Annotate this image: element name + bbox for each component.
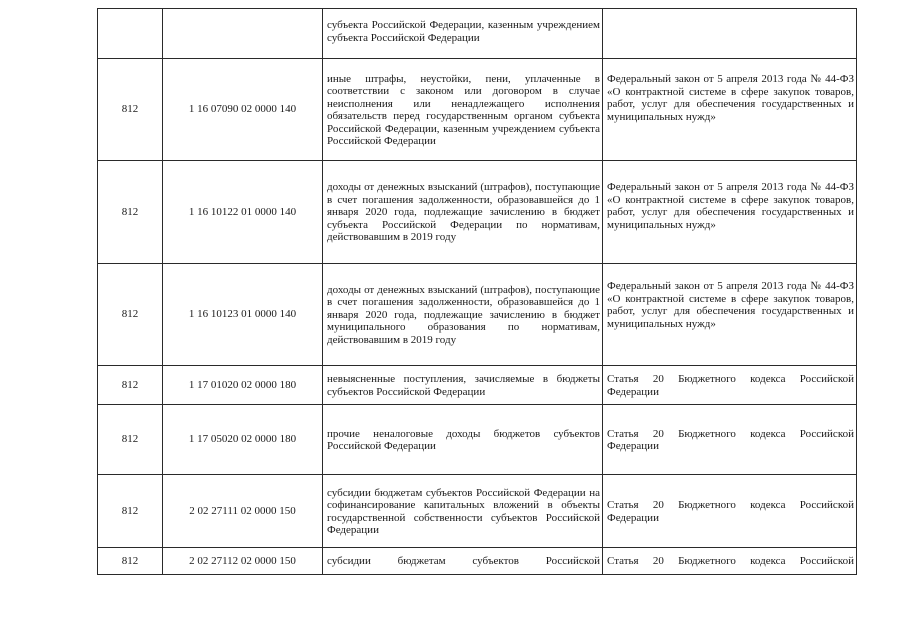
admin-code: 812 [121, 205, 139, 218]
legal-basis: Статья 20 Бюджетного кодекса Российской Федерации [607, 373, 854, 398]
table-row [98, 405, 857, 475]
kbk-code: 1 16 07090 02 0000 140 [188, 103, 297, 116]
revenue-name-cell [323, 264, 603, 366]
table-row [98, 366, 857, 405]
legal-basis: Федеральный закон от 5 апреля 2013 года № 44-ФЗ «О контрактной системе в сфере закупок товаров, работ, услуг для обеспечения государственных и муниципальных нужд» [607, 181, 854, 231]
revenue-name-cell [323, 366, 603, 405]
kbk-code: 1 16 10123 01 0000 140 [188, 308, 297, 321]
kbk-code-cell [163, 59, 323, 161]
revenue-name: прочие неналоговые доходы бюджетов субъектов Российской Федерации [327, 427, 600, 452]
revenue-name-cell [323, 9, 603, 59]
revenue-name: невыясненные поступления, зачисляемые в бюджеты субъектов Российской Федерации [327, 373, 600, 398]
kbk-code-cell [163, 264, 323, 366]
legal-basis-cell [603, 264, 857, 366]
revenue-name: субсидии бюджетам субъектов Российской Федерации на софинансирование капитальных вложений в объекты государственной собственности субъектов Российской Федерации [327, 486, 600, 536]
admin-code: 812 [121, 433, 139, 446]
admin-code: 812 [121, 103, 139, 116]
kbk-code: 1 16 10122 01 0000 140 [188, 205, 297, 218]
revenue-name-cell [323, 405, 603, 475]
legal-basis-cell [603, 548, 857, 575]
kbk-code: 1 17 05020 02 0000 180 [188, 433, 297, 446]
legal-basis-cell [603, 475, 857, 548]
admin-code-cell [98, 366, 163, 405]
kbk-code: 2 02 27111 02 0000 150 [189, 504, 296, 517]
legal-basis-cell [603, 405, 857, 475]
legal-basis: Федеральный закон от 5 апреля 2013 года № 44-ФЗ «О контрактной системе в сфере закупок товаров, работ, услуг для обеспечения государственных и муниципальных нужд» [607, 73, 854, 123]
legal-basis [607, 33, 854, 35]
revenue-name-cell [323, 548, 603, 575]
admin-code-cell [98, 548, 163, 575]
legal-basis: Федеральный закон от 5 апреля 2013 года № 44-ФЗ «О контрактной системе в сфере закупок товаров, работ, услуг для обеспечения государственных и муниципальных нужд» [607, 280, 854, 330]
kbk-code-cell [163, 366, 323, 405]
kbk-code: 2 02 27112 02 0000 150 [189, 554, 296, 567]
revenue-name-cell [323, 161, 603, 264]
kbk-code-cell [163, 161, 323, 264]
admin-code: 812 [121, 554, 139, 567]
revenue-name: субъекта Российской Федерации, казенным учреждением субъекта Российской Федерации [327, 19, 600, 44]
legal-basis-cell [603, 59, 857, 161]
table-row [98, 548, 857, 575]
admin-code-cell [98, 475, 163, 548]
kbk-code: 1 17 01020 02 0000 180 [188, 378, 297, 391]
table-row [98, 475, 857, 548]
admin-code: 812 [121, 308, 139, 321]
revenue-name: доходы от денежных взысканий (штрафов), поступающие в счет погашения задолженности, образовавшейся до 1 января 2020 года, подлежащие зачислению в бюджет субъекта Российской Федерации по нормативам, действовавшим в 2019 году [327, 181, 600, 244]
table-row [98, 161, 857, 264]
admin-code-cell [98, 9, 163, 59]
revenue-name: субсидии бюджетам субъектов Российской [327, 555, 600, 568]
legal-basis-cell [603, 9, 857, 59]
admin-code: 812 [121, 504, 139, 517]
table-row [98, 9, 857, 59]
kbk-code-cell [163, 405, 323, 475]
revenue-name-cell [323, 475, 603, 548]
revenue-name-cell [323, 59, 603, 161]
kbk-code-cell [163, 9, 323, 59]
revenue-name: иные штрафы, неустойки, пени, уплаченные в соответствии с законом или договором в случае неисполнения или ненадлежащего исполнения обязательств перед государственным органом субъекта Российской Федерации, казенным учреждением субъекта Российской Федерации [327, 72, 600, 147]
admin-code: 812 [121, 378, 139, 391]
table-row [98, 59, 857, 161]
legal-basis-cell [603, 161, 857, 264]
legal-basis: Статья 20 Бюджетного кодекса Российской [607, 555, 854, 568]
revenue-name: доходы от денежных взысканий (штрафов), поступающие в счет погашения задолженности, образовавшейся до 1 января 2020 года, подлежащие зачислению в бюджет муниципального образования по нормативам, действовавшим в 2019 году [327, 283, 600, 346]
table-row [98, 264, 857, 366]
kbk-code-cell [163, 475, 323, 548]
kbk-code-cell [163, 548, 323, 575]
legal-basis: Статья 20 Бюджетного кодекса Российской Федерации [607, 499, 854, 524]
admin-code-cell [98, 405, 163, 475]
admin-code-cell [98, 59, 163, 161]
revenue-codes-table [97, 8, 857, 575]
legal-basis-cell [603, 366, 857, 405]
admin-code-cell [98, 161, 163, 264]
legal-basis: Статья 20 Бюджетного кодекса Российской Федерации [607, 427, 854, 452]
admin-code-cell [98, 264, 163, 366]
